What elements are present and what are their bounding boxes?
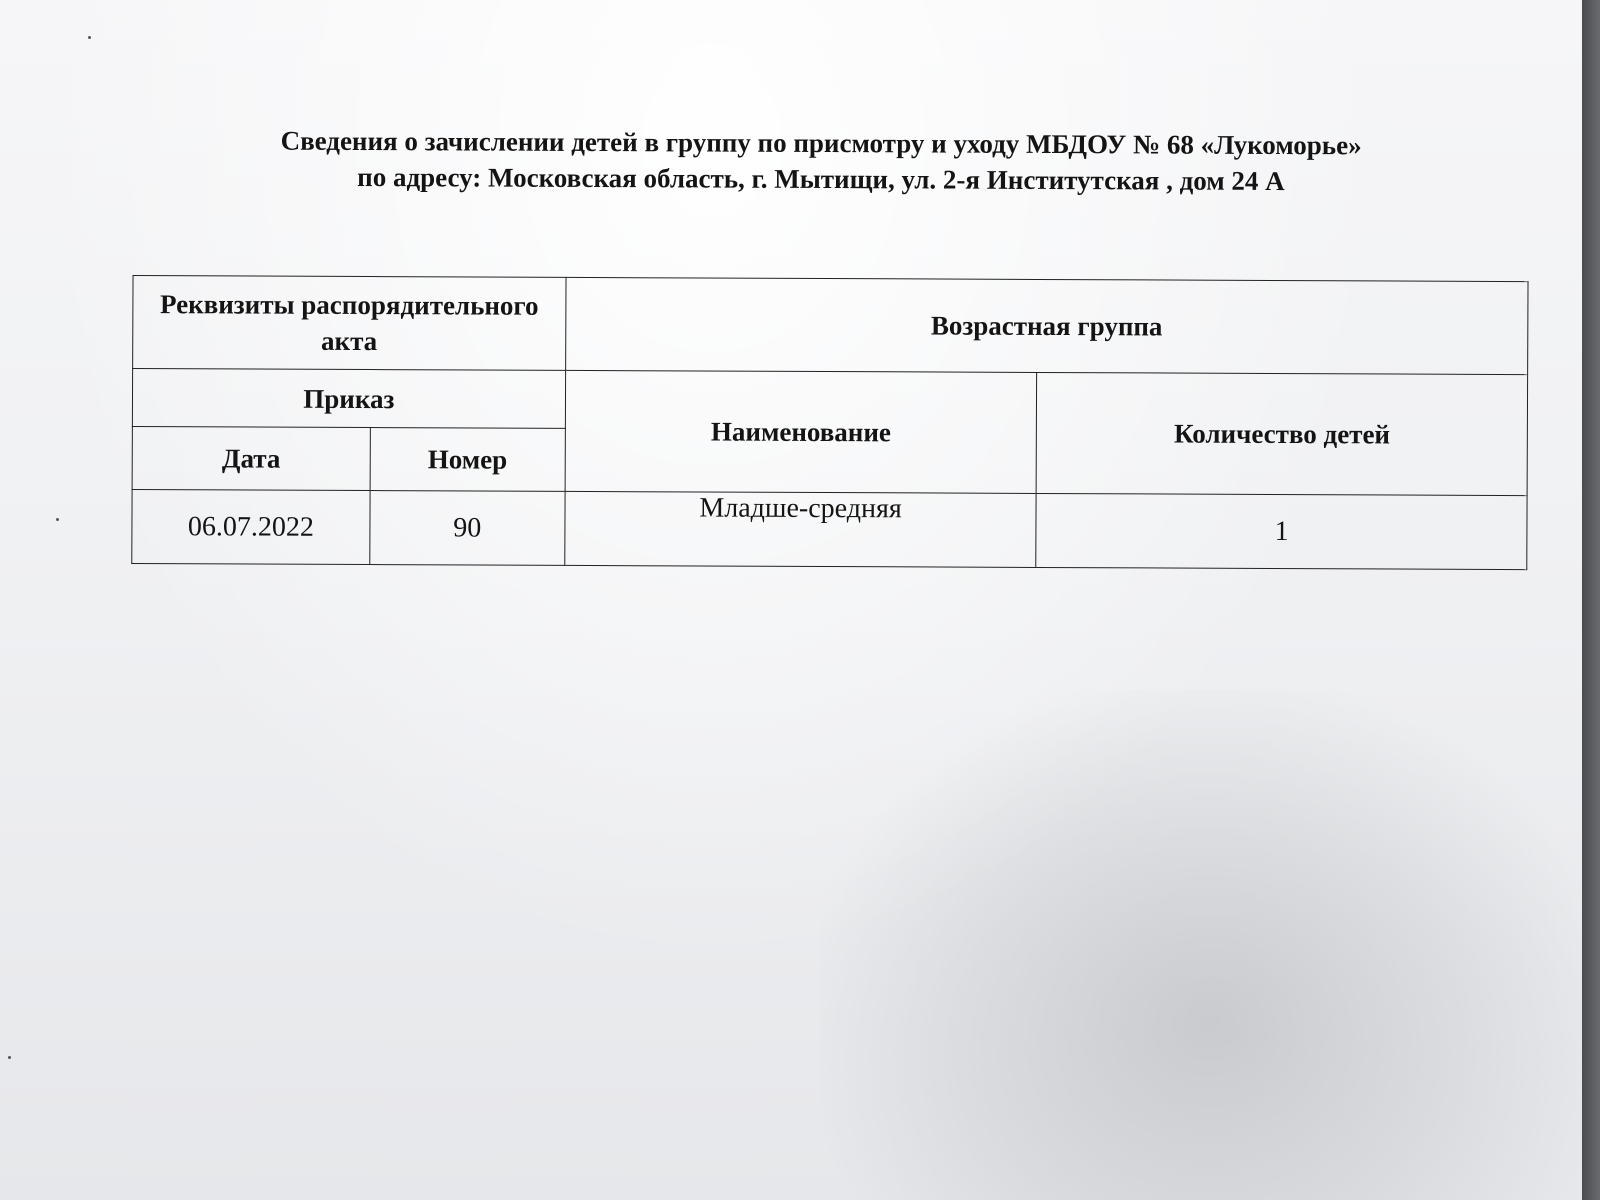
desk-edge bbox=[1582, 0, 1600, 1200]
cell-children-count: 1 bbox=[1036, 493, 1527, 569]
document-title bbox=[141, 122, 1501, 200]
cell-order-number: 90 bbox=[370, 491, 565, 566]
cell-order-date: 06.07.2022 bbox=[132, 489, 370, 564]
title-line-1: Сведения о зачислении детей в группу по присмотру и уходу МБДОУ № 68 «Лукоморье» bbox=[280, 125, 1362, 161]
header-group-name: Наименование bbox=[565, 370, 1037, 493]
enrollment-table bbox=[131, 275, 1528, 570]
cell-group-name: Младше-средняя bbox=[565, 491, 1037, 567]
header-children-count: Количество детей bbox=[1036, 372, 1527, 495]
header-age-group: Возрастная группа bbox=[565, 277, 1528, 374]
header-act-details: Реквизиты распорядительного акта bbox=[133, 276, 566, 371]
header-order: Приказ bbox=[132, 369, 565, 429]
header-date: Дата bbox=[132, 426, 370, 490]
table-row bbox=[132, 489, 1527, 569]
header-number: Номер bbox=[370, 428, 565, 492]
table-header-row bbox=[132, 369, 1527, 433]
title-line-2: по адресу: Московская область, г. Мытищи, ул. 2-я Институтская , дом 24 А bbox=[357, 161, 1285, 197]
table-header-row bbox=[133, 276, 1528, 375]
